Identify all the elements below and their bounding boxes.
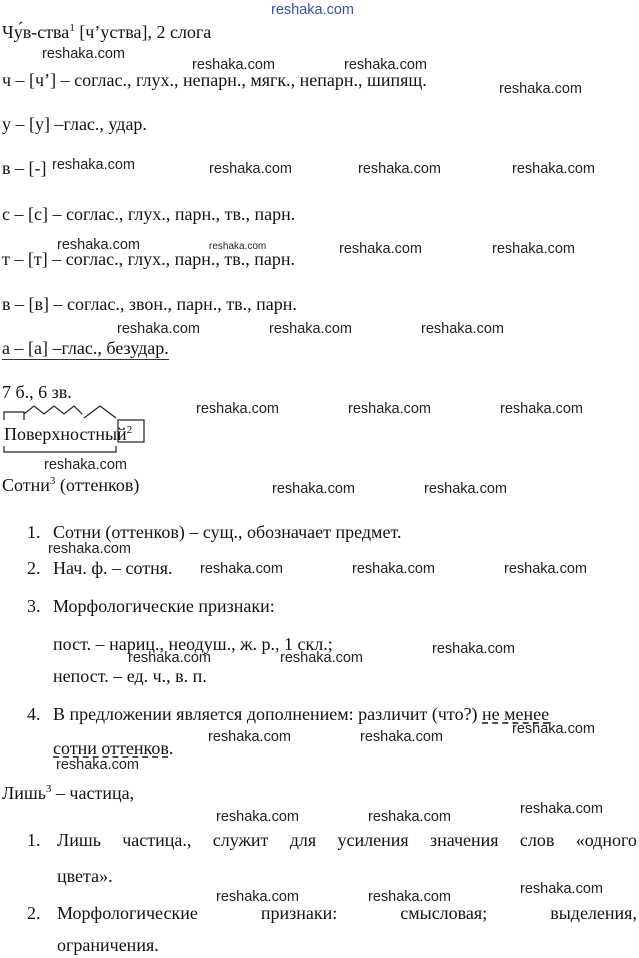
watermark: reshaka.com — [216, 809, 300, 825]
period: . — [168, 738, 174, 758]
watermark: reshaka.com — [42, 46, 126, 62]
watermark: reshaka.com — [512, 721, 596, 737]
watermark: reshaka.com — [48, 541, 132, 557]
watermark: reshaka.com — [117, 321, 201, 337]
item-number: 2. — [27, 903, 41, 923]
word: выделения, — [550, 903, 637, 923]
footnote-3: 3 — [49, 475, 56, 487]
word: «одного — [575, 830, 637, 850]
watermark: reshaka.com — [500, 401, 584, 417]
watermark: reshaka.com — [216, 889, 300, 905]
item-number: 4. — [27, 704, 41, 724]
watermark: reshaka.com — [492, 241, 576, 257]
list-item — [27, 703, 549, 725]
watermark: reshaka.com — [209, 241, 267, 252]
watermark: reshaka.com — [368, 809, 452, 825]
watermark: reshaka.com — [339, 241, 423, 257]
word: признаки: — [260, 903, 338, 923]
watermark: reshaka.com — [196, 401, 280, 417]
list-item — [27, 595, 275, 617]
word-poverhnostny — [4, 423, 132, 445]
watermark: reshaka.com — [432, 641, 516, 657]
lish-item-1-line-2: цвета». — [57, 866, 113, 886]
watermark: reshaka.com — [352, 561, 436, 577]
watermark: reshaka.com — [499, 81, 583, 97]
lish-item-2-line-1 — [57, 902, 637, 924]
word-sotni-heading — [2, 474, 139, 496]
watermark: reshaka.com — [128, 650, 212, 666]
footnote-1: 1 — [69, 22, 75, 34]
word: Лишь — [57, 830, 101, 850]
item-number: 3. — [27, 596, 41, 616]
watermark: reshaka.com — [512, 161, 596, 177]
item-number: 2. — [27, 558, 41, 578]
lish-item-1-line-1 — [57, 829, 637, 851]
watermark: reshaka.com — [520, 881, 604, 897]
watermark-top: reshaka.com — [271, 2, 355, 18]
object-underline: не менее — [482, 704, 550, 724]
watermark: reshaka.com — [208, 729, 292, 745]
word-chuvstva-heading — [2, 21, 211, 43]
word-chuvstva: Чу́в-ства — [2, 22, 70, 42]
watermark: reshaka.com — [344, 57, 428, 73]
watermark: reshaka.com — [348, 401, 432, 417]
word: слов — [519, 830, 555, 850]
watermark: reshaka.com — [368, 889, 452, 905]
phonetic-line-a — [2, 337, 169, 359]
watermark: reshaka.com — [269, 321, 353, 337]
watermark: reshaka.com — [520, 801, 604, 817]
watermark: reshaka.com — [421, 321, 505, 337]
list-item — [27, 557, 173, 579]
transcription: [ч’уства], 2 слога — [74, 22, 212, 42]
watermark: reshaka.com — [424, 481, 508, 497]
watermark: reshaka.com — [504, 561, 588, 577]
item-text: Морфологические признаки: — [53, 596, 275, 616]
footnote-2: 2 — [126, 424, 133, 436]
watermark: reshaka.com — [192, 57, 276, 73]
suffix: ост — [70, 424, 96, 444]
phonetic-line-t: т – [т] – соглас., глух., парн., тв., парн. — [2, 249, 295, 269]
item-number: 1. — [27, 830, 41, 850]
word: частица., — [122, 830, 192, 850]
object-underline: сотни оттенков — [53, 738, 169, 758]
word: Морфологические — [57, 903, 198, 923]
constant-features: пост. – нариц., неодуш., ж. р., 1 скл.; — [53, 634, 333, 654]
item-number: 1. — [27, 522, 41, 542]
word-lish: Лишь — [2, 783, 46, 803]
word: усиления — [337, 830, 409, 850]
root: верхн — [26, 424, 71, 444]
lish-item-2-line-2: ограничения. — [57, 935, 159, 955]
item-text: Сотни (оттенков) – сущ., обозначает предмет. — [53, 522, 402, 542]
prefix: По — [4, 424, 26, 444]
lish-type: – частица, — [51, 783, 135, 803]
phonetic-line-v-silent: в – [-] — [2, 158, 47, 178]
word: для — [289, 830, 317, 850]
watermark: reshaka.com — [52, 157, 136, 173]
watermark: reshaka.com — [360, 729, 444, 745]
word: значения — [429, 830, 499, 850]
list-item — [27, 521, 401, 543]
list-item-continuation — [53, 737, 173, 759]
watermark: reshaka.com — [280, 650, 364, 666]
phonetic-line-a-text: а – [а] –глас., безудар. — [2, 338, 169, 358]
watermark: reshaka.com — [44, 457, 128, 473]
watermark: reshaka.com — [272, 481, 356, 497]
watermark: reshaka.com — [209, 161, 293, 177]
item-text: Нач. ф. – сотня. — [53, 558, 173, 578]
watermark: reshaka.com — [56, 757, 140, 773]
phonetic-line-s: с – [с] – соглас., глух., парн., тв., парн. — [2, 204, 296, 224]
word-sotni: Сотни — [2, 475, 50, 495]
ending: ный — [95, 424, 127, 444]
letters-sounds-count: 7 б., 6 зв. — [2, 382, 72, 402]
watermark: reshaka.com — [200, 561, 284, 577]
phonetic-line-ch: ч – [ч’] – соглас., глух., непарн., мягк., непарн., шипящ. — [2, 70, 427, 90]
footnote-3b: 3 — [45, 783, 52, 795]
watermark: reshaka.com — [358, 161, 442, 177]
variable-features: непост. – ед. ч., в. п. — [53, 666, 207, 686]
phonetic-line-v: в – [в] – соглас., звон., парн., тв., парн. — [2, 294, 297, 314]
word: служит — [212, 830, 269, 850]
item-text: В предложении является дополнением: различит (что?) — [53, 704, 478, 724]
phonetic-line-u: у – [у] –глас., удар. — [2, 114, 147, 134]
word: смысловая; — [400, 903, 488, 923]
watermark: reshaka.com — [57, 237, 141, 253]
word-lish-heading — [2, 782, 134, 804]
sotni-context: (оттенков) — [55, 475, 140, 495]
